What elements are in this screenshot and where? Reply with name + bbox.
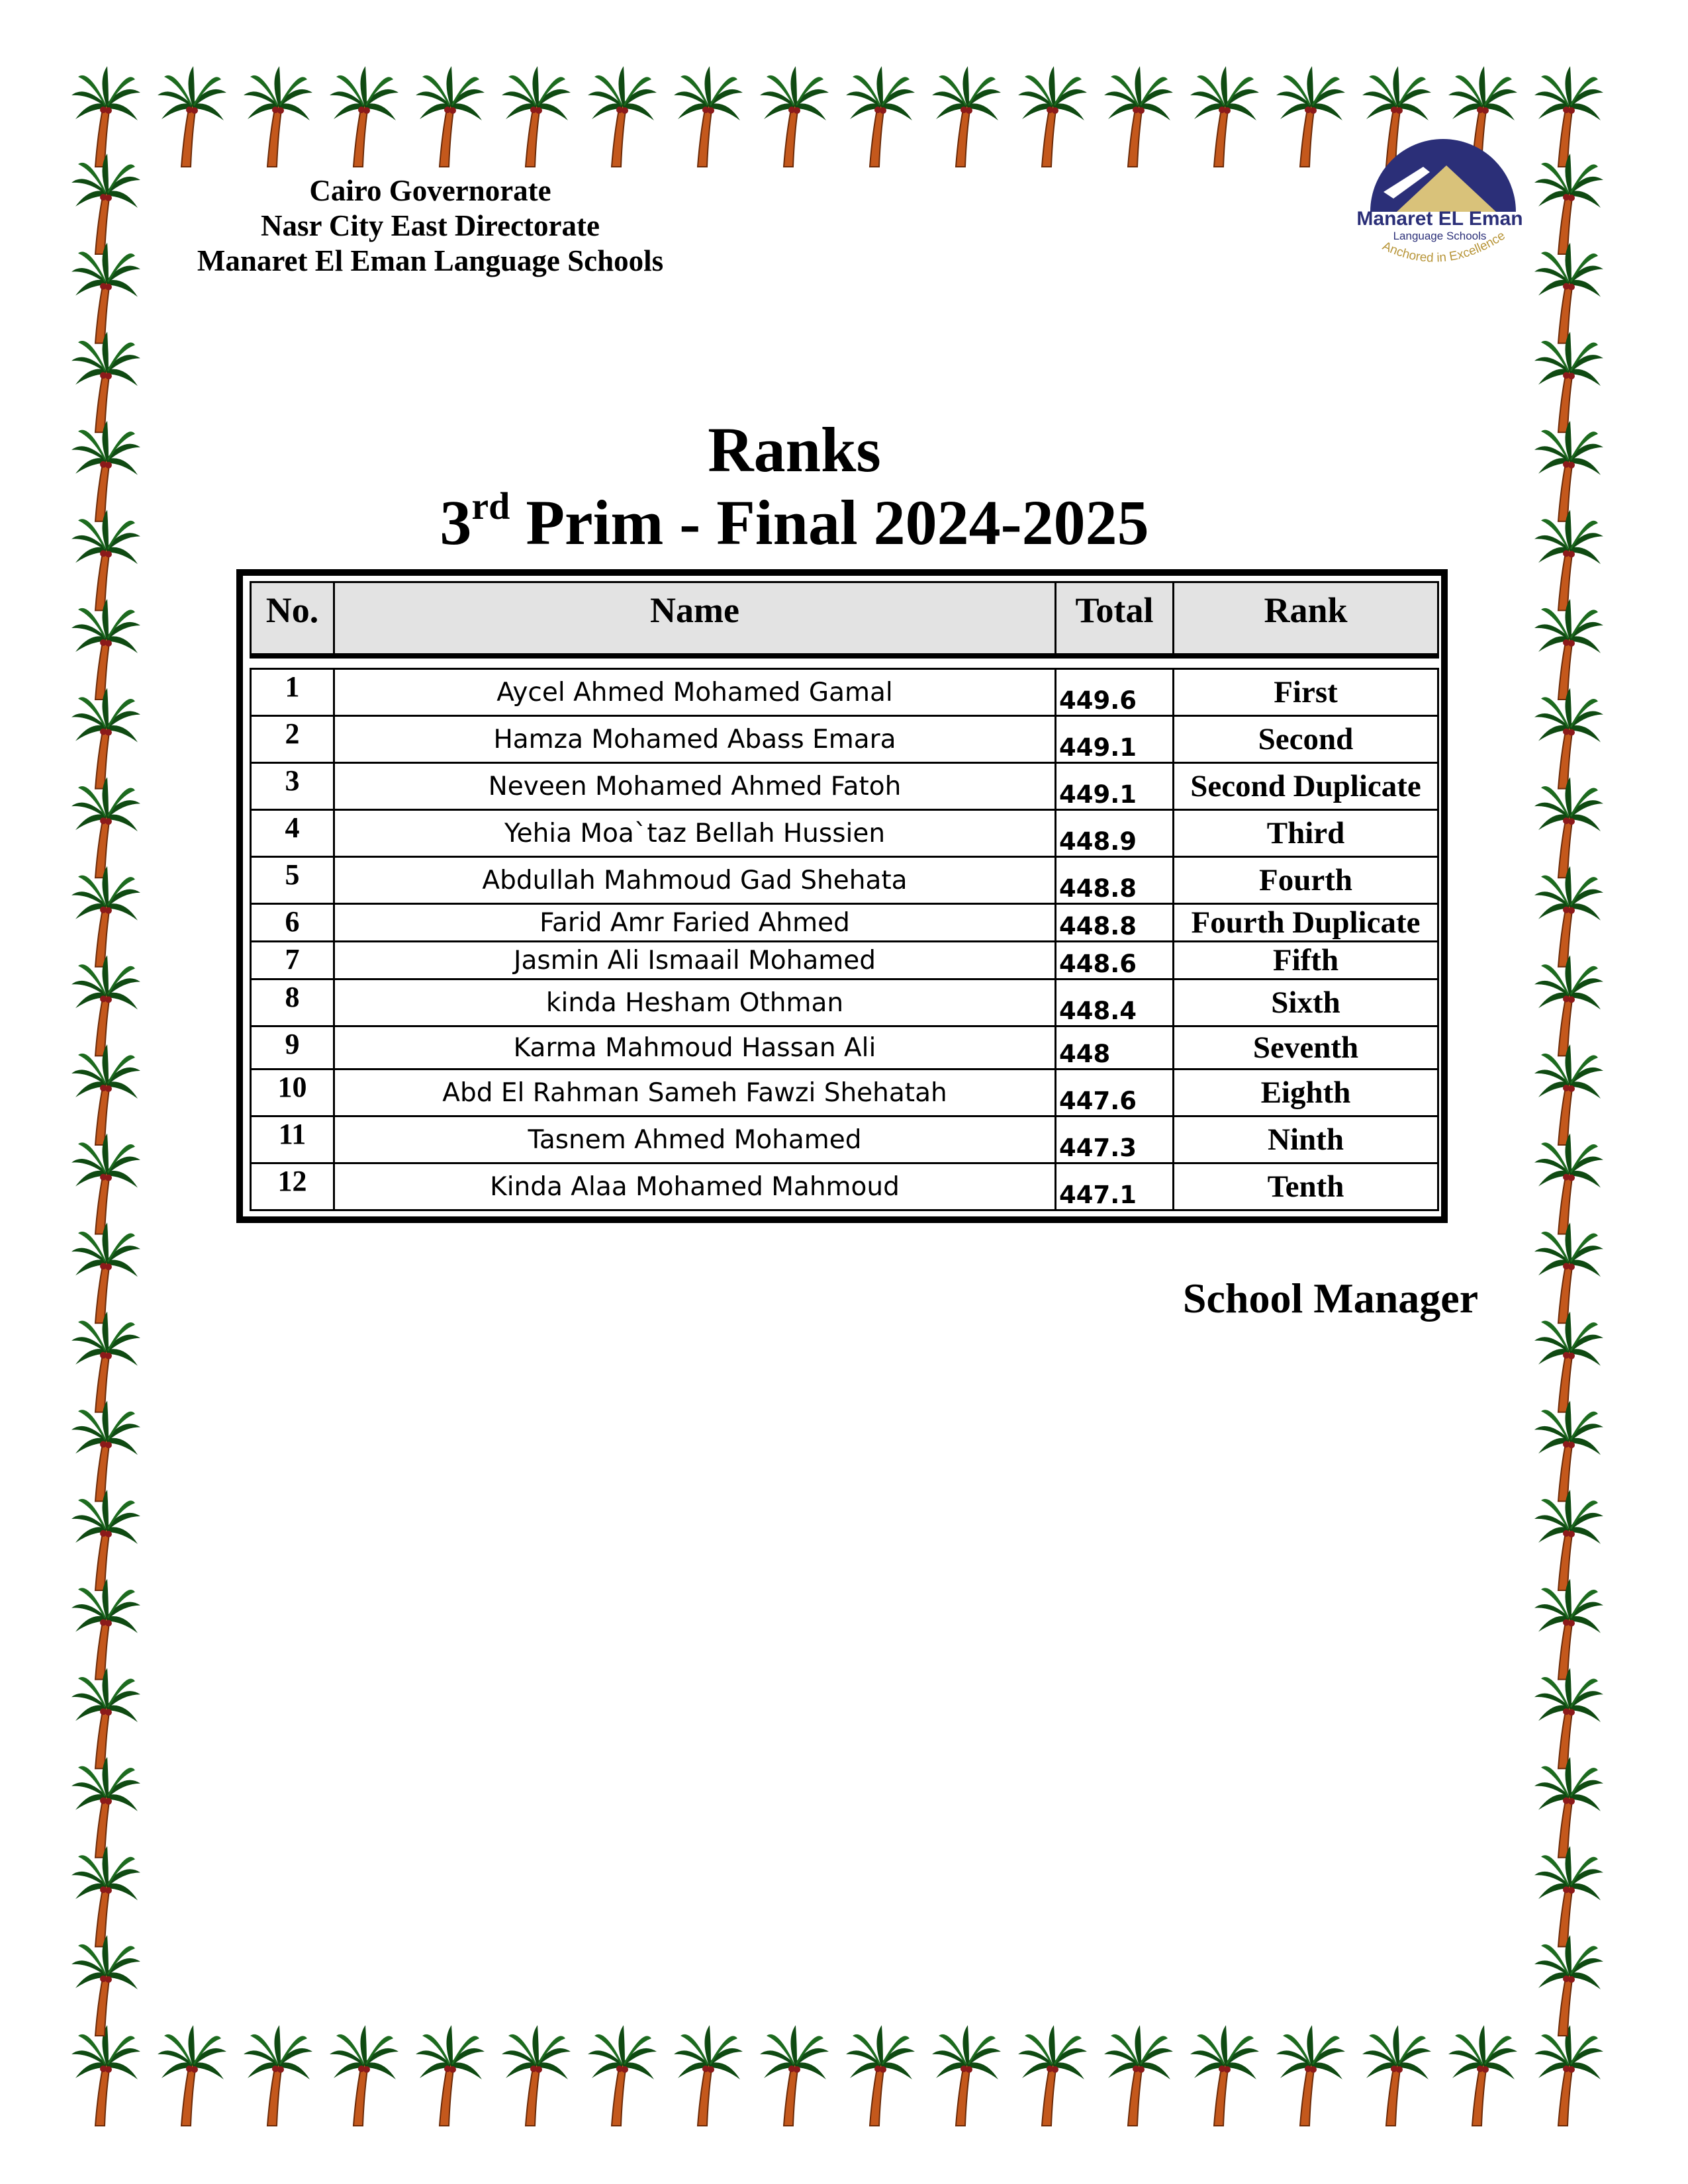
palm-tree-icon <box>1362 2025 1431 2126</box>
student-total: 448 <box>1056 1026 1174 1069</box>
palm-tree-icon <box>71 2025 140 2126</box>
palm-tree-icon <box>1534 1668 1603 1768</box>
palm-tree-icon <box>760 2025 829 2126</box>
row-number: 5 <box>251 857 334 904</box>
palm-tree-icon <box>71 1222 140 1323</box>
student-name: Tasnem Ahmed Mohamed <box>334 1116 1056 1163</box>
palm-tree-icon <box>71 1044 140 1145</box>
column-header-no: No. <box>251 582 334 657</box>
palm-tree-icon <box>674 66 743 167</box>
title-ranks: Ranks <box>708 414 881 485</box>
palm-tree-icon <box>71 1490 140 1590</box>
palm-tree-icon <box>1534 599 1603 700</box>
table-row <box>251 669 1438 716</box>
student-total: 448.9 <box>1056 810 1174 857</box>
palm-tree-icon <box>71 1579 140 1680</box>
table-row <box>251 1116 1438 1163</box>
palm-tree-icon <box>1534 1312 1603 1412</box>
palm-tree-icon <box>1534 1134 1603 1234</box>
palm-tree-icon <box>1534 777 1603 878</box>
column-header-name: Name <box>334 582 1056 657</box>
student-name: Abd El Rahman Sameh Fawzi Shehatah <box>334 1069 1056 1116</box>
row-number: 3 <box>251 763 334 810</box>
palm-tree-icon <box>330 66 399 167</box>
palm-tree-icon <box>244 2025 312 2126</box>
palm-tree-icon <box>1534 510 1603 610</box>
school-header <box>165 173 695 279</box>
palm-tree-icon <box>1534 421 1603 522</box>
table-row <box>251 979 1438 1026</box>
palm-tree-icon <box>71 777 140 878</box>
palm-tree-icon <box>502 66 571 167</box>
palm-tree-icon <box>588 66 657 167</box>
header-school-name: Manaret El Eman Language Schools <box>197 244 664 277</box>
palm-tree-icon <box>1104 66 1173 167</box>
student-rank: First <box>1174 669 1438 716</box>
header-governorate: Cairo Governorate <box>309 174 551 207</box>
table-row <box>251 716 1438 763</box>
student-total: 447.6 <box>1056 1069 1174 1116</box>
palm-tree-icon <box>588 2025 657 2126</box>
palm-tree-icon <box>1018 2025 1087 2126</box>
student-total: 449.1 <box>1056 763 1174 810</box>
palm-tree-icon <box>71 1400 140 1501</box>
palm-tree-icon <box>846 66 915 167</box>
palm-tree-icon <box>1534 1222 1603 1323</box>
student-name: kinda Hesham Othman <box>334 979 1056 1026</box>
grade-ordinal-suffix: rd <box>471 484 510 527</box>
logo-name: Manaret EL Eman <box>1356 208 1523 230</box>
student-rank: Tenth <box>1174 1163 1438 1210</box>
palm-tree-icon <box>71 866 140 967</box>
logo-subtitle: Language Schools <box>1393 230 1487 242</box>
palm-tree-icon <box>760 66 829 167</box>
student-rank: Fourth Duplicate <box>1174 904 1438 942</box>
student-total: 447.1 <box>1056 1163 1174 1210</box>
student-name: Karma Mahmoud Hassan Ali <box>334 1026 1056 1069</box>
student-name: Yehia Moa`taz Bellah Hussien <box>334 810 1056 857</box>
student-name: Aycel Ahmed Mohamed Gamal <box>334 669 1056 716</box>
palm-tree-icon <box>1534 955 1603 1056</box>
student-total: 448.6 <box>1056 942 1174 979</box>
student-name: Hamza Mohamed Abass Emara <box>334 716 1056 763</box>
student-rank: Seventh <box>1174 1026 1438 1069</box>
palm-tree-icon <box>1534 1044 1603 1145</box>
palm-tree-icon <box>158 2025 226 2126</box>
student-rank: Second Duplicate <box>1174 763 1438 810</box>
row-number: 9 <box>251 1026 334 1069</box>
student-name: Farid Amr Faried Ahmed <box>334 904 1056 942</box>
column-header-rank: Rank <box>1174 582 1438 657</box>
table-row <box>251 1069 1438 1116</box>
header-directorate: Nasr City East Directorate <box>261 209 600 242</box>
palm-tree-icon <box>1018 66 1087 167</box>
signature-label: School Manager <box>1182 1275 1479 1322</box>
palm-tree-icon <box>71 421 140 522</box>
palm-tree-icon <box>71 955 140 1056</box>
palm-tree-icon <box>674 2025 743 2126</box>
palm-tree-icon <box>71 243 140 343</box>
student-name: Jasmin Ali Ismaail Mohamed <box>334 942 1056 979</box>
student-total: 449.6 <box>1056 669 1174 716</box>
palm-tree-icon <box>416 66 485 167</box>
palm-tree-icon <box>71 1134 140 1234</box>
palm-tree-icon <box>71 1935 140 2036</box>
student-total: 448.8 <box>1056 904 1174 942</box>
palm-tree-icon <box>1534 1757 1603 1858</box>
row-number: 1 <box>251 669 334 716</box>
palm-tree-icon <box>1534 1579 1603 1680</box>
table-row <box>251 810 1438 857</box>
palm-tree-icon <box>416 2025 485 2126</box>
student-rank: Fifth <box>1174 942 1438 979</box>
student-name: Abdullah Mahmoud Gad Shehata <box>334 857 1056 904</box>
palm-tree-icon <box>1190 2025 1259 2126</box>
ranks-table-frame <box>236 569 1448 1223</box>
palm-tree-icon <box>1534 1935 1603 2036</box>
palm-tree-icon <box>330 2025 399 2126</box>
row-number: 12 <box>251 1163 334 1210</box>
palm-tree-icon <box>71 510 140 610</box>
table-row <box>251 763 1438 810</box>
table-row <box>251 857 1438 904</box>
palm-tree-icon <box>71 1668 140 1768</box>
school-logo <box>1331 126 1549 285</box>
header-separator <box>251 656 1438 669</box>
palm-tree-icon <box>1534 332 1603 432</box>
row-number: 6 <box>251 904 334 942</box>
palm-tree-icon <box>1190 66 1259 167</box>
row-number: 8 <box>251 979 334 1026</box>
palm-tree-icon <box>1104 2025 1173 2126</box>
palm-tree-icon <box>932 66 1001 167</box>
table-row <box>251 1026 1438 1069</box>
student-rank: Third <box>1174 810 1438 857</box>
table-row <box>251 942 1438 979</box>
palm-tree-icon <box>71 154 140 254</box>
palm-tree-icon <box>71 332 140 432</box>
page-title <box>331 414 1258 559</box>
student-rank: Ninth <box>1174 1116 1438 1163</box>
palm-tree-icon <box>71 688 140 789</box>
title-grade-term <box>331 486 1258 559</box>
student-rank: Second <box>1174 716 1438 763</box>
table-row <box>251 904 1438 942</box>
student-rank: Eighth <box>1174 1069 1438 1116</box>
row-number: 10 <box>251 1069 334 1116</box>
student-total: 448.8 <box>1056 857 1174 904</box>
palm-tree-icon <box>1534 2025 1603 2126</box>
row-number: 7 <box>251 942 334 979</box>
palm-tree-icon <box>1534 1400 1603 1501</box>
student-total: 448.4 <box>1056 979 1174 1026</box>
row-number: 11 <box>251 1116 334 1163</box>
palm-tree-icon <box>71 66 140 167</box>
palm-tree-icon <box>71 1312 140 1412</box>
student-total: 447.3 <box>1056 1116 1174 1163</box>
grade-number: 3 <box>440 487 472 558</box>
row-number: 4 <box>251 810 334 857</box>
palm-tree-icon <box>1534 866 1603 967</box>
student-name: Kinda Alaa Mohamed Mahmoud <box>334 1163 1056 1210</box>
table-row <box>251 1163 1438 1210</box>
palm-tree-icon <box>1448 2025 1517 2126</box>
row-number: 2 <box>251 716 334 763</box>
grade-term-text: Prim - Final 2024-2025 <box>526 487 1149 558</box>
student-rank: Sixth <box>1174 979 1438 1026</box>
palm-tree-icon <box>1534 1490 1603 1590</box>
student-name: Neveen Mohamed Ahmed Fatoh <box>334 763 1056 810</box>
logo-motto: Anchored in Excellence <box>1380 228 1508 265</box>
palm-tree-icon <box>244 66 312 167</box>
palm-tree-icon <box>71 1846 140 1946</box>
student-total: 449.1 <box>1056 716 1174 763</box>
palm-tree-icon <box>846 2025 915 2126</box>
student-rank: Fourth <box>1174 857 1438 904</box>
palm-tree-icon <box>71 599 140 700</box>
palm-tree-icon <box>1534 688 1603 789</box>
palm-tree-icon <box>158 66 226 167</box>
palm-tree-icon <box>1534 1846 1603 1946</box>
palm-tree-icon <box>502 2025 571 2126</box>
palm-tree-icon <box>71 1757 140 1858</box>
palm-tree-icon <box>1276 2025 1345 2126</box>
table-header-row <box>251 582 1438 657</box>
palm-tree-icon <box>932 2025 1001 2126</box>
column-header-total: Total <box>1056 582 1174 657</box>
ranks-table <box>250 581 1439 1211</box>
